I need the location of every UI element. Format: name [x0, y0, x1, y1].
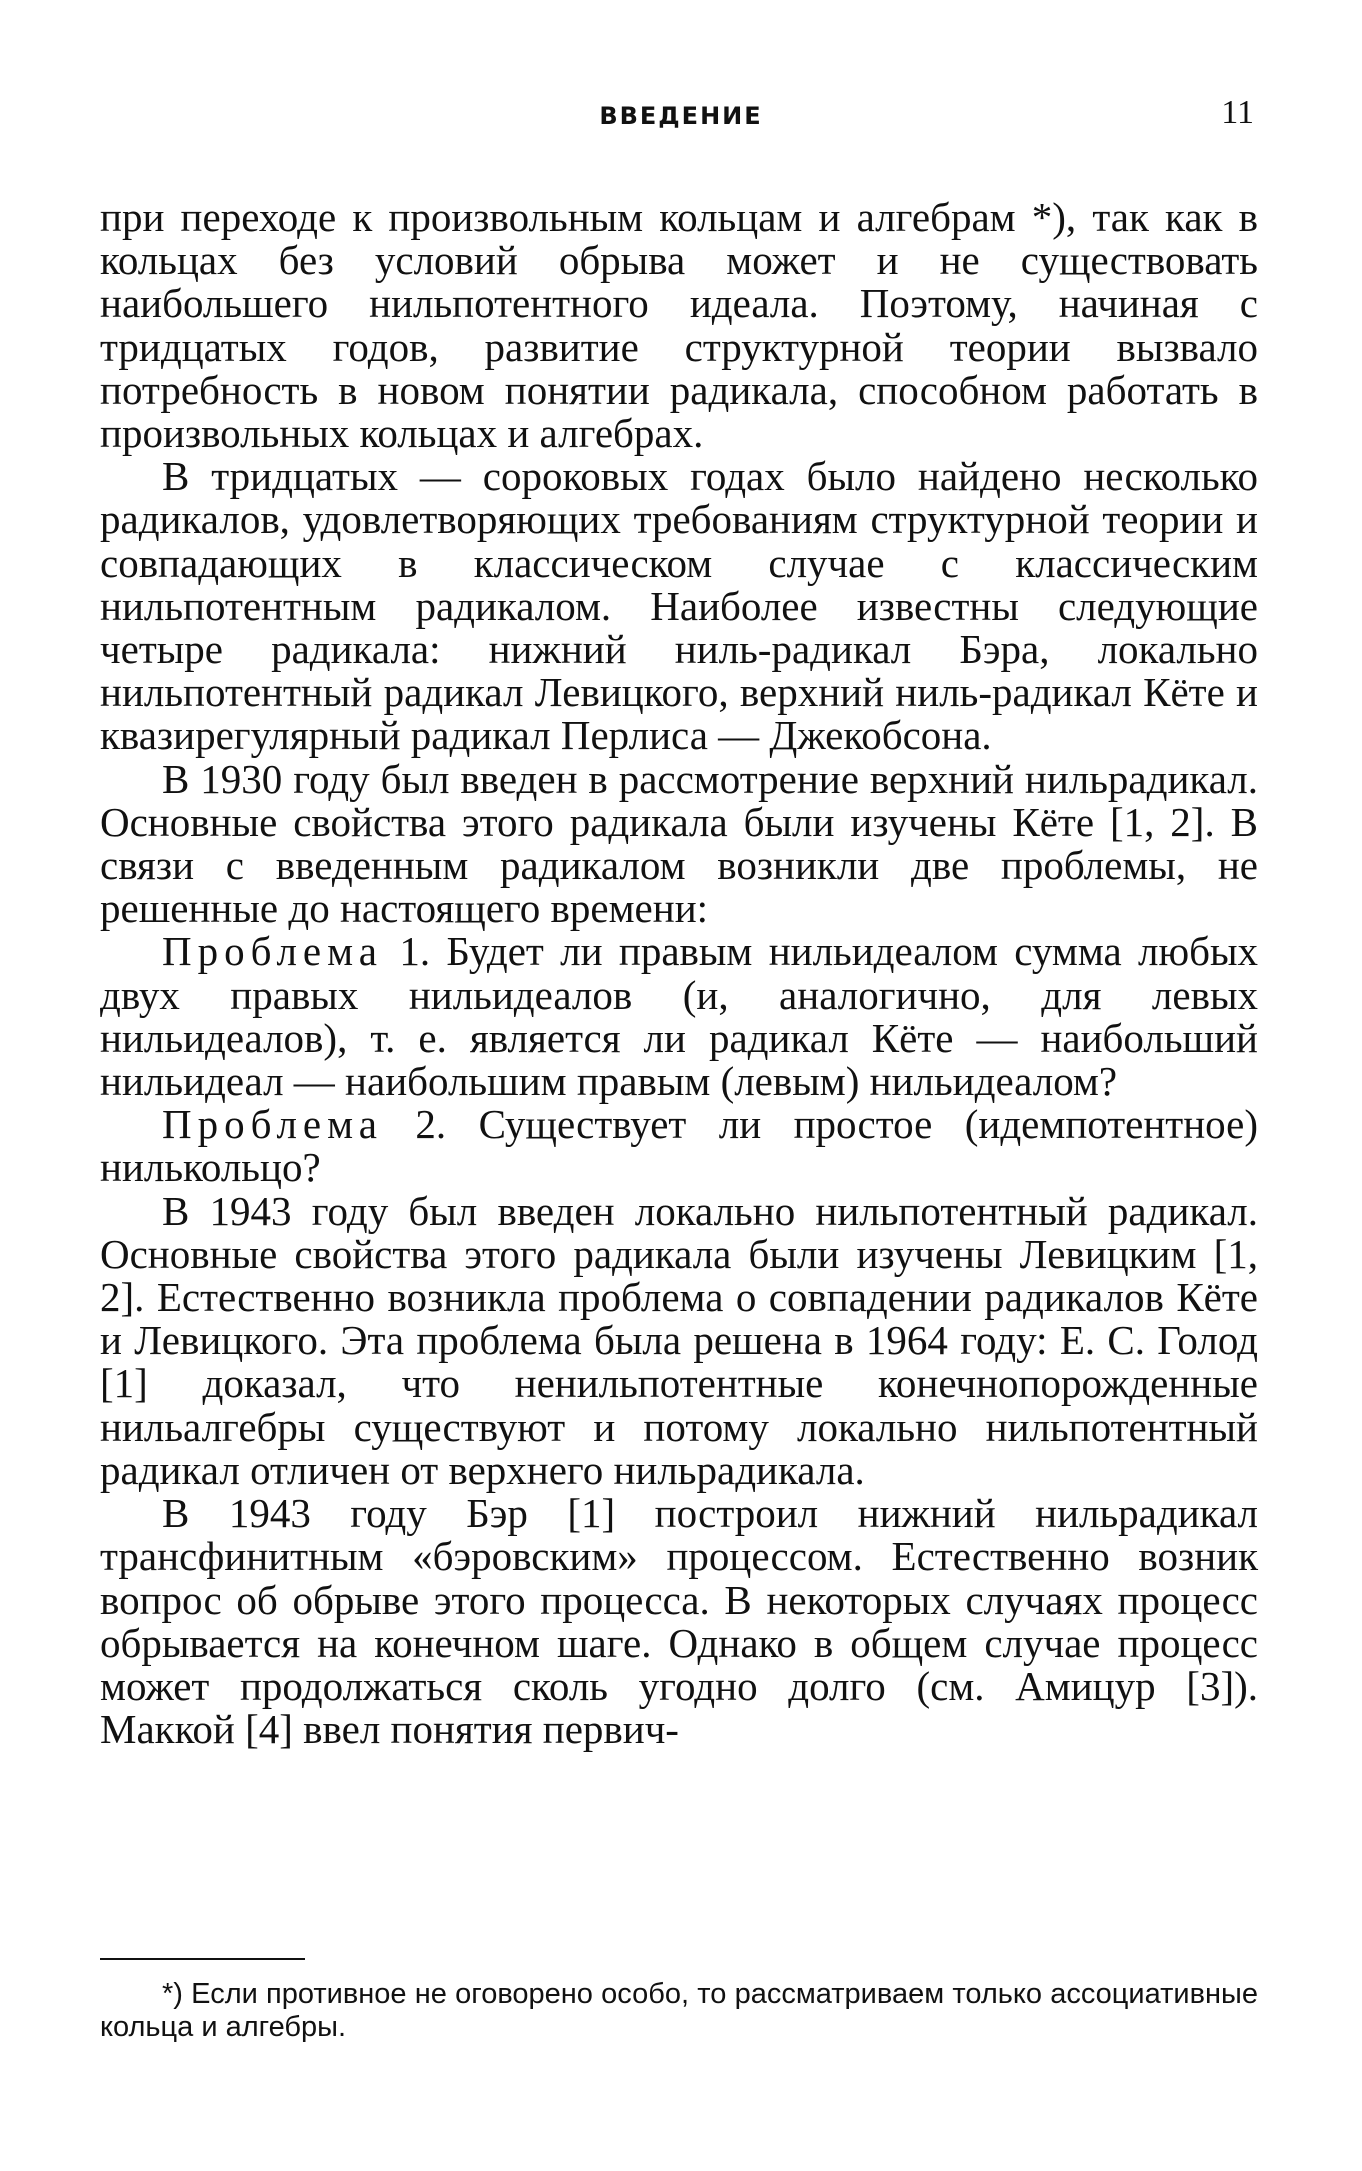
problem-1-label: Проблема [162, 928, 383, 975]
paragraph-2: В тридцатых — сороковых годах было найдено несколько радикалов, удовлетворяющих требованиям структурной теории и совпадающих в классическом случае с классическим нильпотентным радикалом. Наиболее известны следующие четыре радикала: нижний ниль-радикал Бэра, локально нильпотентный радикал Левицкого, верхний ниль-радикал Кёте и квазирегулярный радикал Перлиса — Джекобсона. [100, 453, 1258, 759]
problem-1 [100, 930, 1258, 1103]
running-head [0, 92, 1362, 132]
problem-2 [100, 1103, 1258, 1189]
problem-2-label: Проблема [162, 1101, 383, 1148]
paragraph-4: В 1943 году был введен локально нильпотентный радикал. Основные свойства этого радикала были изучены Левицким [1, 2]. Естественно возникла проблема о совпадении радикалов Кёте и Левицкого. Эта проблема была решена в 1964 году: Е. С. Голод [1] доказал, что ненильпотентные конечнопорожденные нильалгебры существуют и потому локально нильпотентный радикал отличен от верхнего нильрадикала. [100, 1187, 1258, 1493]
paragraph-5: В 1943 году Бэр [1] построил нижний нильрадикал трансфинитным «бэровским» процессом. Естественно возник вопрос об обрыве этого процесса. В некоторых случаях процесс обрывается на конечном шаге. Однако в общем случае процесс может продолжаться сколь угодно долго (см. Амицур [3]). Маккой [4] ввел понятия первич- [100, 1490, 1258, 1753]
page-number: 11 [1221, 94, 1254, 131]
problem-2-text: 2. Существует ли простое (идемпотентное) нилькольцо? [100, 1101, 1258, 1191]
paragraph-1: при переходе к произвольным кольцам и алгебрам *), так как в кольцах без условий обрыва может и не существовать наибольшего нильпотентного идеала. Поэтому, начиная с тридцатых годов, развитие структурной теории вызвало потребность в новом понятии радикала, способном работать в произвольных кольцах и алгебрах. [100, 194, 1258, 457]
running-title: ВВЕДЕНИЕ [599, 102, 763, 130]
body-text [100, 196, 1258, 1751]
problem-1-text: 1. Будет ли правым нильидеалом сумма любых двух правых нильидеалов (и, аналогично, для левых нильидеалов), т. е. является ли радикал Кёте — наибольший нильидеал — наибольшим правым (левым) нильидеалом? [100, 928, 1259, 1105]
footnote-text: *) Если противное не оговорено особо, то рассматриваем только ассоциативные кольца и алгебры. [100, 1978, 1258, 2043]
paragraph-3: В 1930 году был введен в рассмотрение верхний нильрадикал. Основные свойства этого радикала были изучены Кёте [1, 2]. В связи с введенным радикалом возникли две проблемы, не решенные до настоящего времени: [100, 755, 1258, 932]
footnote-divider [100, 1958, 305, 1960]
footnote [100, 1978, 1258, 2044]
